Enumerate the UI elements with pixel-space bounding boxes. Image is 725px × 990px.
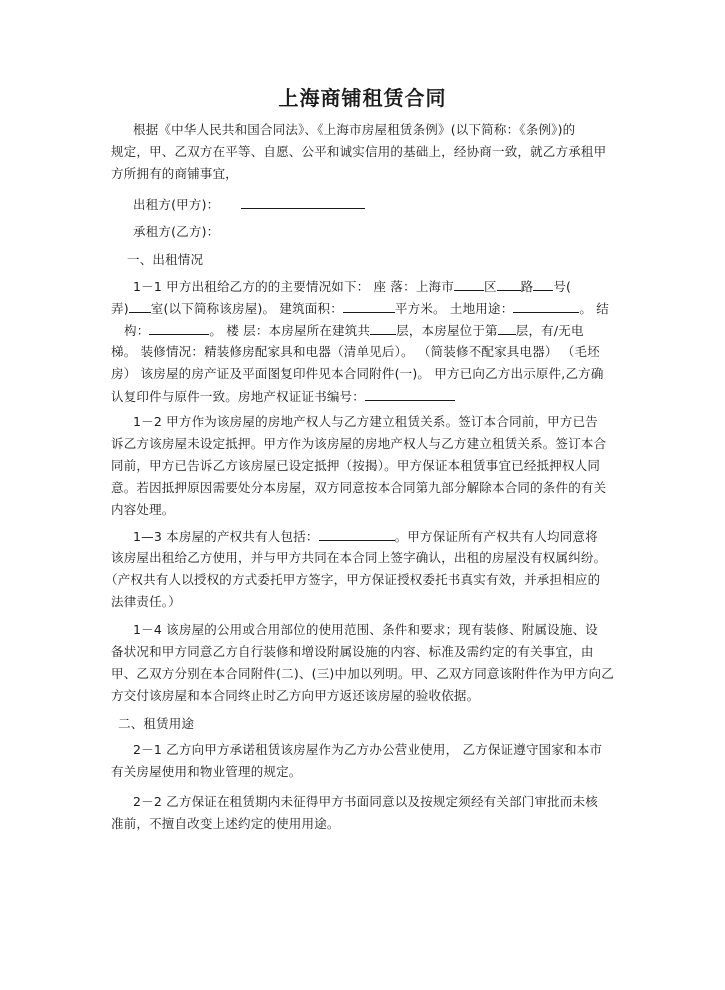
- clause-1-4-line-4: 方交付该房屋和本合同终止时乙方向甲方返还该房屋的验收依据。: [111, 688, 480, 703]
- clause-1-2-line-2: 诉乙方该房屋未设定抵押。甲方作为该房屋的房地产权人与乙方建立租赁关系。签订本合: [111, 436, 607, 451]
- room-blank[interactable]: [129, 300, 151, 313]
- lane-label: 弄): [111, 301, 129, 316]
- road-label: 路: [520, 279, 534, 294]
- clause-1-1-intro: 1－1 甲方出租给乙方的的主要情况如下： 座 落：上海市: [133, 279, 454, 294]
- clause-1-2-line-5: 内容处理。: [111, 502, 175, 517]
- lessor-label: 出租方(甲方)：: [133, 197, 220, 212]
- structure-tail: 。 结: [579, 301, 609, 316]
- preamble-line-1: 根据《中华人民共和国合同法》、《上海市房屋租赁条例》(以下简称：《条例》)的: [133, 122, 576, 137]
- clause-2-1-line-1: 2－1 乙方向甲方承诺租赁该房屋作为乙方办公营业使用， 乙方保证遵守国家和本市: [133, 742, 603, 757]
- floors-label: 。 楼 层：本房屋所在建筑共: [209, 323, 371, 338]
- lessee-label: 承租方(乙方)：: [133, 224, 220, 239]
- clause-1-3-line-2: 该房屋出租给乙方使用，并与甲方共同在本合同上签字确认，出租的房屋没有权属纠纷。: [111, 550, 607, 565]
- floor-position-label: 层，本房屋位于第: [396, 323, 498, 338]
- contract-title: 上海商铺租赁合同: [278, 86, 447, 110]
- clause-1-4-line-2: 备状况和甲方同意乙方自行装修和增设附属设施的内容、标准及需约定的有关事宜，由: [111, 644, 594, 659]
- clause-1-1-line-5: 房） 该房屋的房产证及平面图复印件见本合同附件(一)。 甲方已向乙方出示原件,乙方确: [111, 366, 604, 381]
- clause-1-2-line-1: 1－2 甲方作为该房屋的房地产权人与乙方建立租赁关系。签订本合同前，甲方已告: [133, 414, 598, 429]
- co-owners-label: 1—3 本房屋的产权共有人包括：: [133, 529, 319, 544]
- road-blank[interactable]: [497, 278, 521, 291]
- clause-1-1-line-2: [111, 300, 609, 317]
- clause-1-3-line-3: （产权共有人以授权的方式委托甲方签字，甲方保证授权委托书真实有效，并承担相应的: [105, 572, 601, 587]
- district-blank[interactable]: [454, 278, 484, 291]
- land-use-label: 平方米。 土地用途：: [394, 301, 514, 316]
- land-use-blank[interactable]: [513, 300, 579, 313]
- preamble-line-3: 方所拥有的商铺事宜，: [111, 166, 239, 181]
- structure-label: 构：: [124, 323, 150, 338]
- section-2-heading: 二、租赁用途: [118, 716, 195, 731]
- area-blank[interactable]: [343, 300, 395, 313]
- elevator-label: 层，有/无电: [515, 323, 584, 338]
- floor-number-blank[interactable]: [498, 322, 516, 335]
- total-floors-blank[interactable]: [370, 322, 396, 335]
- area-label: 室(以下简称该房屋)。 建筑面积：: [150, 301, 343, 316]
- clause-1-3-line-1: [133, 528, 598, 545]
- clause-1-3-line-4: 法律责任。）: [111, 594, 181, 609]
- certificate-blank[interactable]: [365, 388, 455, 401]
- clause-1-1-line-3: [124, 322, 584, 339]
- structure-blank[interactable]: [149, 322, 209, 335]
- clause-1-1-line-4: 梯。 装修情况：精装修房配家具和电器（清单见后）。 （简装修不配家具电器） （毛坯: [111, 344, 600, 359]
- district-label: 区: [483, 279, 497, 294]
- certificate-label: 认复印件与原件一致。房地产权证证书编号：: [111, 389, 366, 404]
- lessor-blank[interactable]: [241, 196, 365, 209]
- clause-1-1-line-6: [111, 388, 455, 405]
- number-blank[interactable]: [533, 278, 553, 291]
- clause-1-4-line-3: 甲、乙双方分别在本合同附件(二)、(三)中加以列明。甲、乙双方同意该附件作为甲方向乙: [111, 666, 614, 681]
- preamble-line-2: 规定，甲、乙双方在平等、自愿、公平和诚实信用的基础上，经协商一致，就乙方承租甲: [111, 144, 607, 159]
- co-owners-tail: 。甲方保证所有产权共有人均同意将: [394, 529, 598, 544]
- clause-2-2-line-2: 准前，不擅自改变上述约定的使用用途。: [111, 816, 340, 831]
- clause-2-2-line-1: 2－2 乙方保证在租赁期内未征得甲方书面同意以及按规定须经有关部门审批而未核: [133, 794, 598, 809]
- clause-1-1-line-1: [133, 278, 571, 295]
- clause-1-2-line-4: 意。若因抵押原因需要处分本房屋，双方同意按本合同第九部分解除本合同的条件的有关: [111, 480, 607, 495]
- number-label: 号(: [553, 279, 572, 294]
- co-owners-blank[interactable]: [319, 528, 395, 541]
- clause-2-1-line-2: 有关房屋使用和物业管理的规定。: [111, 764, 302, 779]
- section-1-heading: 一、出租情况: [127, 252, 204, 267]
- lessor-line: [133, 196, 365, 213]
- clause-1-4-line-1: 1－4 该房屋的公用或合用部位的使用范围、条件和要求；现有装修、附属设施、设: [133, 622, 598, 637]
- clause-1-2-line-3: 同前，甲方已告诉乙方该房屋已设定抵押（按揭）。甲方保证本租赁事宜已经抵押权人同: [111, 458, 601, 473]
